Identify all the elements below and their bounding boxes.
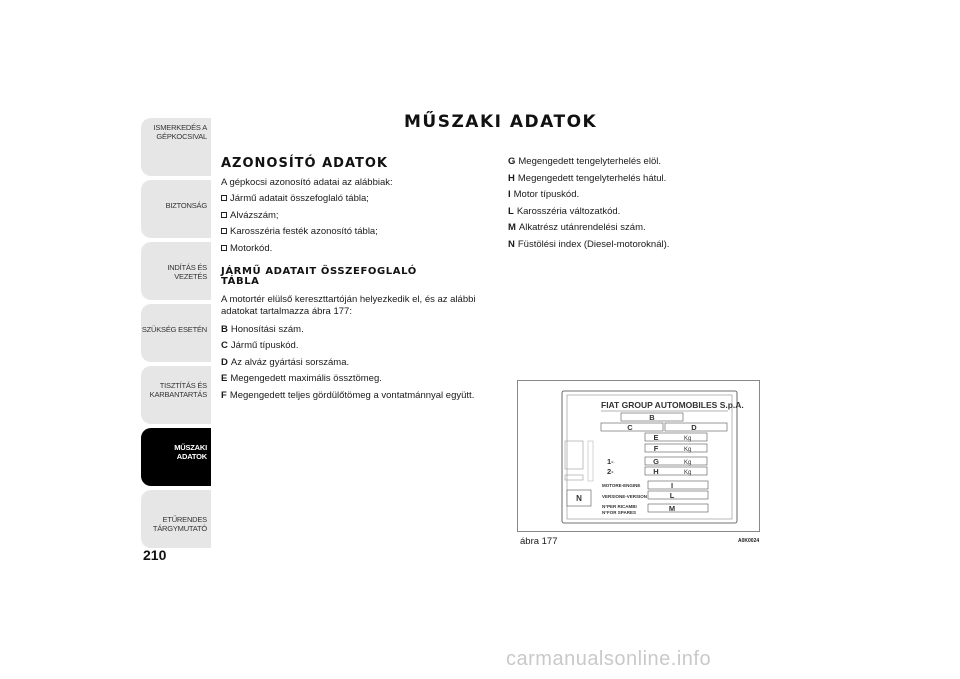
tab-technical-data[interactable]: MŰSZAKI ADATOK — [141, 428, 211, 486]
svg-text:N°FOR SPARES: N°FOR SPARES — [602, 510, 636, 515]
watermark: carmanualsonline.info — [506, 648, 712, 670]
figure-code: A0K0024 — [738, 538, 760, 544]
figure-caption: ábra 177 — [520, 536, 558, 547]
plate-b: B — [649, 413, 655, 422]
plate-f: F — [653, 444, 659, 453]
list-item: E Megengedett maximális össztömeg. — [221, 373, 382, 384]
list-item: L Karosszéria változatkód. — [508, 205, 621, 217]
tab-maintenance[interactable]: TISZTÍTÁS ÉS KARBANTARTÁS — [141, 366, 211, 424]
plate-intro: A motortér elülső kereszttartóján helyezkedik el, és az alábbi adatokat tartalmazza ábra 177: — [221, 293, 476, 317]
list-item: M Alkatrész utánrendelési szám. — [508, 222, 646, 233]
svg-text:VERSIONE-VERSION: VERSIONE-VERSION — [602, 494, 648, 499]
page-number: 210 — [143, 547, 167, 563]
svg-text:Kg: Kg — [684, 436, 692, 442]
right-column — [508, 156, 768, 255]
list-item: C Jármű típuskód. — [221, 340, 299, 351]
plate-h: H — [653, 467, 659, 476]
list-item: N Füstölési index (Diesel-motoroknál). — [508, 238, 670, 250]
checkbox-bullet-icon — [221, 195, 227, 201]
plate-l: L — [669, 491, 675, 500]
list-item: G Megengedett tengelyterhelés elöl. — [508, 156, 661, 167]
svg-text:1-: 1- — [607, 457, 614, 466]
svg-text:2-: 2- — [607, 467, 614, 476]
svg-text:N°PER RICAMBI: N°PER RICAMBI — [602, 504, 637, 509]
plate-m: M — [668, 504, 676, 513]
left-column — [221, 156, 501, 406]
page-title: MŰSZAKI ADATOK — [404, 112, 598, 132]
identification-plate-figure — [517, 380, 760, 532]
list-item: Karosszéria festék azonosító tábla; — [221, 226, 501, 238]
list-item: Alvázszám; — [221, 210, 501, 222]
plate-g: G — [653, 457, 659, 466]
list-item: B Honosítási szám. — [221, 323, 304, 335]
plate-n: N — [576, 494, 582, 503]
tab-starting-driving[interactable]: INDÍTÁS ÉS VEZETÉS — [141, 242, 211, 300]
list-item: I Motor típuskód. — [508, 189, 580, 200]
tab-emergency[interactable]: SZÜKSÉG ESETÉN — [141, 304, 211, 362]
plate-e: E — [653, 433, 659, 442]
list-item: Jármű adatait összefoglaló tábla; — [221, 193, 501, 205]
section-heading-plate: JÁRMŰ ADATAIT ÖSSZEFOGLALÓ TÁBLA — [221, 265, 417, 287]
checkbox-bullet-icon — [221, 245, 227, 251]
checkbox-bullet-icon — [221, 212, 227, 218]
svg-text:Kg: Kg — [684, 447, 692, 453]
plate-d: D — [691, 423, 697, 432]
list-item: H Megengedett tengelyterhelés hátul. — [508, 172, 667, 184]
list-item: Motorkód. — [221, 243, 501, 255]
list-item: D Az alváz gyártási sorszáma. — [221, 356, 350, 368]
svg-text:MOTORE-ENGINE: MOTORE-ENGINE — [602, 483, 641, 488]
list-item: F Megengedett teljes gördülőtömeg a vontatmánnyal együtt. — [221, 389, 475, 401]
svg-text:Kg: Kg — [684, 460, 692, 466]
section-heading-identification: AZONOSÍTÓ ADATOK — [221, 156, 389, 171]
plate-c: C — [627, 423, 633, 432]
tab-safety[interactable]: BIZTONSÁG — [141, 180, 211, 238]
identification-plate-drawing — [518, 381, 759, 531]
tab-index[interactable]: ETŰRENDES TÁRGYMUTATÓ — [141, 490, 211, 548]
checkbox-bullet-icon — [221, 228, 227, 234]
svg-text:Kg: Kg — [684, 470, 692, 476]
plate-i: I — [670, 481, 674, 490]
identification-intro: A gépkocsi azonosító adatai az alábbiak: — [221, 177, 393, 188]
tab-getting-to-know[interactable]: ISMERKEDÉS A GÉPKOCSIVAL — [141, 118, 211, 176]
plate-title: FIAT GROUP AUTOMOBILES S.p.A. — [601, 400, 744, 410]
